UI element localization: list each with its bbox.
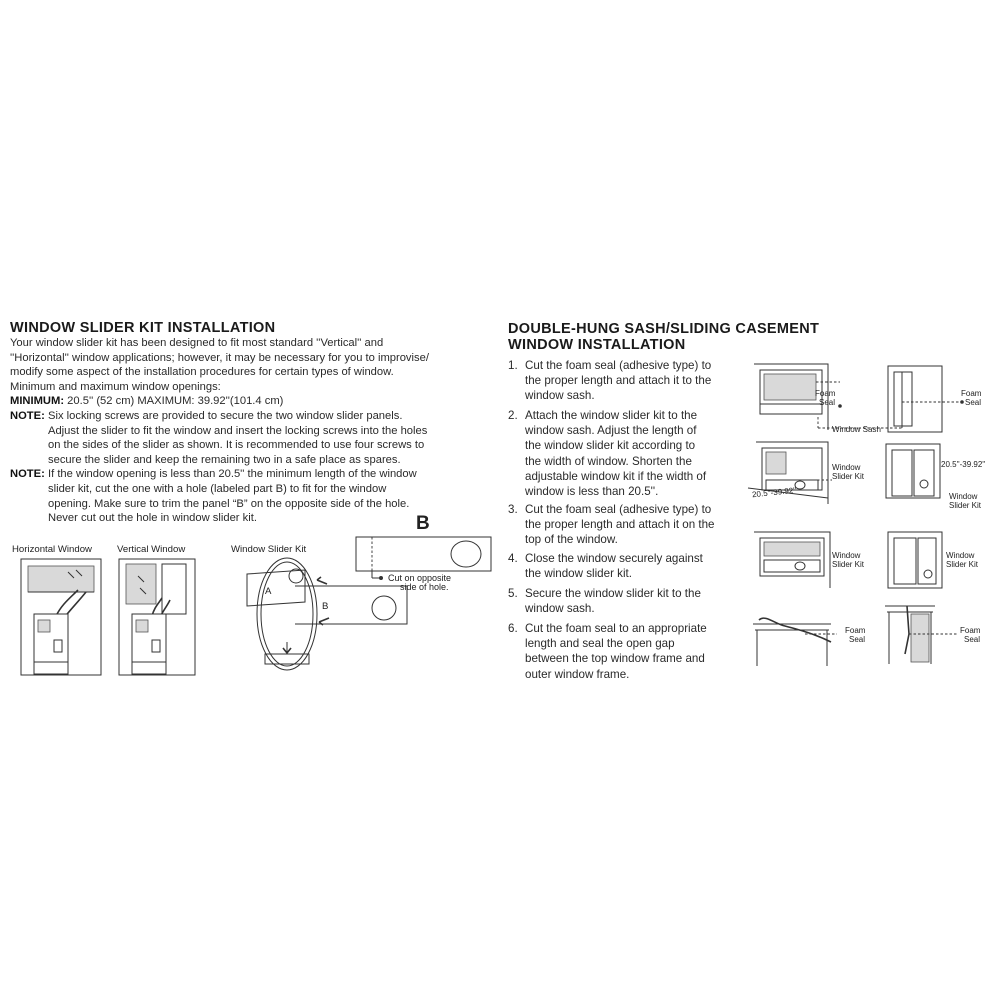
label-line: Foam xyxy=(961,389,982,398)
step-number: 3. xyxy=(508,503,518,516)
step-item xyxy=(508,621,765,682)
step-line: window sash. xyxy=(525,389,595,403)
step-item xyxy=(508,586,765,616)
intro-line: Your window slider kit has been designed to fit most standard ''Vertical'' and xyxy=(10,337,384,349)
note-line: If the window opening is less than 20.5'' the minimum length of the window xyxy=(48,468,417,481)
label-line: Slider Kit xyxy=(832,472,865,481)
panel-label-b-small: B xyxy=(322,601,329,612)
step-line: the window slider kit according to xyxy=(525,439,696,453)
step-line: Cut the foam seal (adhesive type) to xyxy=(525,359,712,372)
note-line: Never cut out the hole in window slider kit. xyxy=(48,512,257,525)
label-line: Slider Kit xyxy=(946,560,979,569)
step-line: length and seal the open gap xyxy=(525,637,675,651)
step-line: window sash. xyxy=(525,602,595,616)
diagram-step6 xyxy=(745,604,995,668)
label-line: Foam xyxy=(845,626,866,635)
label-line: Seal xyxy=(965,398,982,407)
step-line: Close the window securely against xyxy=(525,552,703,565)
step-line: the width of window. Shorten the xyxy=(525,454,692,468)
step-number: 6. xyxy=(508,622,518,635)
step-line: Attach the window slider kit to the xyxy=(525,409,698,422)
step-number: 1. xyxy=(508,359,518,372)
cut-note-line: Cut on opposite xyxy=(388,573,452,583)
left-intro-text xyxy=(10,336,490,526)
note-line: on the sides of the slider as shown. It is recommended to use four screws to xyxy=(48,439,425,452)
note-label: NOTE: xyxy=(10,409,45,422)
step-item xyxy=(508,551,765,581)
note-line: Six locking screws are provided to secure the two window slider panels. xyxy=(48,409,403,422)
panel-label-a: A xyxy=(265,586,272,597)
step-item xyxy=(508,358,765,404)
right-section-title xyxy=(508,321,819,353)
step-line: the proper length and attach it on the xyxy=(525,518,715,532)
horizontal-window-illustration xyxy=(20,558,105,678)
label-line: Foam xyxy=(815,389,836,398)
label-line: Slider Kit xyxy=(949,501,982,510)
horizontal-window-caption: Horizontal Window xyxy=(12,544,92,555)
minimum-label: MINIMUM: xyxy=(10,395,65,408)
step-line: Secure the window slider kit to the xyxy=(525,587,701,600)
step-line: window sash. Adjust the length of xyxy=(525,424,697,438)
label-line: Slider Kit xyxy=(832,560,865,569)
label-line: Foam xyxy=(960,626,981,635)
step-number: 5. xyxy=(508,587,518,600)
step-line: top of the window. xyxy=(525,533,618,547)
note-screws xyxy=(10,409,490,467)
label-line: Window xyxy=(946,551,975,560)
step-line: outer window frame. xyxy=(525,667,630,681)
label-foam-seal xyxy=(960,626,980,644)
label-line: Window xyxy=(832,551,861,560)
label-range: 20.5''-39.92'' xyxy=(751,485,797,500)
label-window-slider-kit xyxy=(946,551,978,569)
label-line: Window xyxy=(949,492,978,501)
label-foam-seal xyxy=(815,389,835,407)
step-line: Cut the foam seal (adhesive type) to xyxy=(525,503,712,516)
step-line: between the top window frame and xyxy=(525,652,705,666)
note-label: NOTE: xyxy=(10,468,45,481)
label-foam-seal xyxy=(845,626,865,644)
label-window-slider-kit xyxy=(949,492,981,510)
label-foam-seal xyxy=(961,389,981,407)
cut-note xyxy=(388,574,451,592)
panel-label-b-large: B xyxy=(416,513,430,534)
label-window-slider-kit xyxy=(832,463,864,481)
label-line: Seal xyxy=(849,635,866,644)
minmax-values: 20.5'' (52 cm) MAXIMUM: 39.92''(101.4 cm) xyxy=(64,395,284,408)
intro-line: modify some aspect of the installation procedures for certain types of window. xyxy=(10,366,394,379)
step-item xyxy=(508,502,765,548)
right-title-line: WINDOW INSTALLATION xyxy=(508,337,686,353)
label-line: Window xyxy=(832,463,861,472)
note-line: secure the slider and keep the remaining two in a safe place as spares. xyxy=(48,453,401,466)
step-item xyxy=(508,408,765,499)
label-window-sash: Window Sash xyxy=(832,425,881,434)
left-section-title: WINDOW SLIDER KIT INSTALLATION xyxy=(10,320,276,336)
label-line: Seal xyxy=(964,635,981,644)
minmax-line xyxy=(10,394,490,409)
note-line: Adjust the slider to fit the window and insert the locking screws into the holes xyxy=(48,424,428,437)
step-line: the window slider kit. xyxy=(525,567,632,581)
step-line: the proper length and attach it to the xyxy=(525,374,712,388)
panel-b-detail xyxy=(355,536,495,576)
note-line: opening. Make sure to trim the panel “B” on the opposite side of the hole. xyxy=(48,497,410,510)
right-title-line: DOUBLE-HUNG SASH/SLIDING CASEMENT xyxy=(508,321,820,337)
note-line: slider kit, cut the one with a hole (labeled part B) to fit for the window xyxy=(48,482,387,495)
label-window-slider-kit xyxy=(832,551,864,569)
window-slider-kit-caption: Window Slider Kit xyxy=(231,544,307,555)
intro-line: Minimum and maximum window openings: xyxy=(10,380,221,393)
installation-steps xyxy=(508,358,753,688)
step-number: 2. xyxy=(508,409,518,422)
vertical-window-illustration xyxy=(118,558,203,678)
intro-line: ''Horizontal'' window applications; however, it may be necessary for you to improvise/ xyxy=(10,351,429,364)
step-line: adjustable window kit if the width of xyxy=(525,469,707,483)
label-line: Seal xyxy=(819,398,836,407)
label-range: 20.5''-39.92'' xyxy=(941,460,986,469)
step-line: Cut the foam seal to an appropriate xyxy=(525,622,707,635)
step-number: 4. xyxy=(508,552,518,565)
vertical-window-caption: Vertical Window xyxy=(117,544,186,555)
cut-note-line: side of hole. xyxy=(400,582,449,592)
step-line: window is less than 20.5''. xyxy=(525,485,659,499)
